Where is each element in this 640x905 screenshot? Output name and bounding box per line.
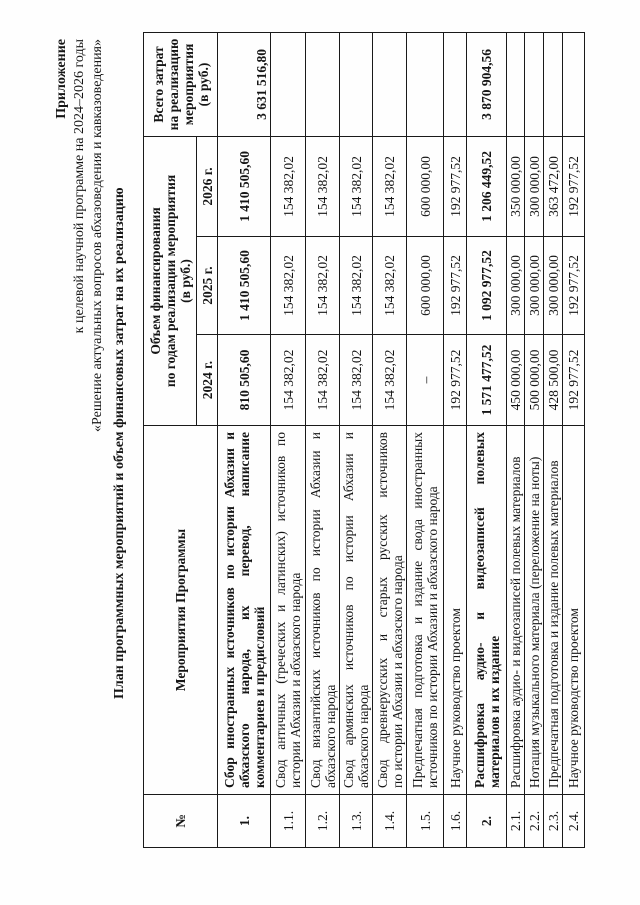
row-number: 2.1. [507, 795, 525, 848]
table-row-1 [218, 32, 271, 847]
row-number: 1.6. [444, 795, 467, 848]
funding-total [407, 32, 444, 136]
activity-name-line: Научное руководство проектом [447, 608, 463, 788]
activity-name [271, 426, 306, 795]
table-row-1-4 [373, 32, 407, 847]
appendix-label: Приложение [54, 39, 69, 119]
column-header-2024: 2024 г. [197, 335, 218, 426]
row-number: 2.4. [563, 795, 585, 848]
funding-2026: 154 382,02 [340, 136, 373, 236]
row-number: 2. [467, 795, 507, 848]
column-header-2026: 2026 г. [197, 136, 218, 236]
activity-name-line: Научное руководство проектом [566, 608, 581, 788]
funding-2026: 154 382,02 [373, 136, 407, 236]
column-header-funding [144, 136, 197, 425]
total-header-line: (в руб.) [195, 62, 211, 107]
activity-name-line: Нотация музыкального материала (переложение на ноты) [526, 456, 542, 788]
funding-2026: 192 977,52 [444, 136, 467, 236]
funding-total: 3 870 904,56 [467, 32, 507, 136]
row-number: 1.4. [373, 795, 407, 848]
funding-total [444, 32, 467, 136]
document-title: План программных мероприятий и объем финансовых затрат на их реализацию [112, 187, 127, 699]
funding-2026: 600 000,00 [407, 136, 444, 236]
table-row-1-5 [407, 32, 444, 847]
funding-2025: 1 410 505,60 [218, 237, 271, 335]
activity-name-line: Свод армянских источников по истории Абхазии и [341, 432, 356, 788]
table-body [218, 32, 585, 847]
funding-2025: 300 000,00 [544, 237, 563, 335]
total-header-line: на реализацию [165, 38, 181, 131]
header-row [144, 32, 197, 847]
activity-name-line: абхазского народа, их перевод, написание [236, 432, 252, 788]
row-number: 1.5. [407, 795, 444, 848]
activity-name [525, 426, 544, 795]
activity-name-line: истории Абхазии и абхазского народа [288, 572, 303, 788]
table-row-2 [467, 32, 507, 847]
funding-2026: 154 382,02 [271, 136, 306, 236]
row-number: 1. [218, 795, 271, 848]
activity-name [444, 426, 467, 795]
activity-name-line: Расшифровка аудио- и видеозаписей полевых [471, 432, 487, 788]
activity-name-line: Свод древнерусских и старых русских источников [374, 432, 390, 788]
activity-name-line: Свод античных (греческих и латинских) источников по [273, 432, 288, 788]
column-header-2025: 2025 г. [197, 237, 218, 335]
funding-total [306, 32, 340, 136]
funding-2024: 192 977,52 [444, 335, 467, 426]
table-row-1-2 [306, 32, 340, 847]
funding-2026: 300 000,00 [525, 136, 544, 236]
total-header-line: Всего затрат [150, 46, 166, 123]
activity-name-line: абхазского народа [322, 684, 338, 788]
funding-2025: 154 382,02 [271, 237, 306, 335]
activity-name [306, 426, 340, 795]
funding-total [544, 32, 563, 136]
funding-total: 3 631 516,80 [218, 32, 271, 136]
program-name: «Решение актуальных вопросов абхазоведения и кавказоведения» [90, 39, 105, 432]
funding-2025: 1 092 977,52 [467, 237, 507, 335]
activity-name-line: материалов и их издание [486, 635, 502, 788]
funding-header-line: (в руб.) [177, 259, 193, 303]
row-number: 1.2. [306, 795, 340, 848]
activity-name-line: абхазского народа [356, 684, 371, 788]
funding-2024: 154 382,02 [373, 335, 407, 426]
funding-total [507, 32, 525, 136]
funding-2025: 600 000,00 [407, 237, 444, 335]
activity-name [218, 426, 271, 795]
column-header-activities: Мероприятия Программы [144, 426, 218, 795]
row-number: 1.3. [340, 795, 373, 848]
funding-2024: 450 000,00 [507, 335, 525, 426]
column-header-number: № [144, 795, 218, 848]
appendix-header [53, 39, 107, 432]
table-row-2-4 [563, 32, 585, 847]
funding-2026: 363 472,00 [544, 136, 563, 236]
funding-2024: 500 000,00 [525, 335, 544, 426]
activity-name [467, 426, 507, 795]
row-number: 2.3. [544, 795, 563, 848]
funding-2026: 350 000,00 [507, 136, 525, 236]
funding-2024: – [407, 335, 444, 426]
table-row-1-3 [340, 32, 373, 847]
activity-name-line: по истории Абхазии и абхазского народа [389, 555, 405, 788]
total-header-line: мероприятия [180, 43, 196, 126]
row-number: 1.1. [271, 795, 306, 848]
funding-2025: 300 000,00 [525, 237, 544, 335]
program-line: к целевой научной программе на 2024–2026 годы [72, 39, 87, 334]
funding-2024: 154 382,02 [306, 335, 340, 426]
table-row-2-3 [544, 32, 563, 847]
row-number: 2.2. [525, 795, 544, 848]
plan-table [143, 32, 585, 848]
table-row-2-2 [525, 32, 544, 847]
activity-name-line: Расшифровка аудио- и видеозаписей полевых материалов [508, 456, 523, 788]
funding-total [373, 32, 407, 136]
funding-header-line: Объем финансирования [147, 207, 163, 355]
funding-2025: 154 382,02 [340, 237, 373, 335]
funding-2024: 154 382,02 [340, 335, 373, 426]
funding-2025: 154 382,02 [373, 237, 407, 335]
funding-2026: 1 206 449,52 [467, 136, 507, 236]
funding-total [271, 32, 306, 136]
activity-name [373, 426, 407, 795]
funding-2026: 154 382,02 [306, 136, 340, 236]
funding-total [340, 32, 373, 136]
funding-2026: 192 977,52 [563, 136, 585, 236]
funding-2025: 192 977,52 [563, 237, 585, 335]
table-row-2-1 [507, 32, 525, 847]
activity-name [340, 426, 373, 795]
funding-2026: 1 410 505,60 [218, 136, 271, 236]
activity-name [507, 426, 525, 795]
funding-2024: 810 505,60 [218, 335, 271, 426]
activity-name-line: комментариев и предисловий [251, 606, 267, 788]
activity-name [563, 426, 585, 795]
funding-total [525, 32, 544, 136]
column-header-total [144, 32, 218, 136]
table-row-1-1 [271, 32, 306, 847]
activity-name-line: источников по истории Абхазии и абхазского народа [425, 486, 440, 788]
activity-name-line: Предпечатная подготовка и издание свода иностранных [410, 432, 425, 788]
table-header [144, 32, 218, 847]
activity-name-line: Свод византийских источников по истории Абхазии и [307, 432, 323, 788]
table-row-1-6 [444, 32, 467, 847]
funding-total [563, 32, 585, 136]
funding-2024: 428 500,00 [544, 335, 563, 426]
funding-2024: 1 571 477,52 [467, 335, 507, 426]
funding-2025: 154 382,02 [306, 237, 340, 335]
activity-name [407, 426, 444, 795]
funding-header-line: по годам реализации мероприятия [162, 174, 178, 388]
funding-2024: 154 382,02 [271, 335, 306, 426]
activity-name-line: Сбор иностранных источников по истории Абхазии и [221, 432, 237, 788]
activity-name [544, 426, 563, 795]
funding-2024: 192 977,52 [563, 335, 585, 426]
funding-2025: 192 977,52 [444, 237, 467, 335]
activity-name-line: Предпечатная подготовка и издание полевых материалов [545, 460, 561, 788]
funding-2025: 300 000,00 [507, 237, 525, 335]
